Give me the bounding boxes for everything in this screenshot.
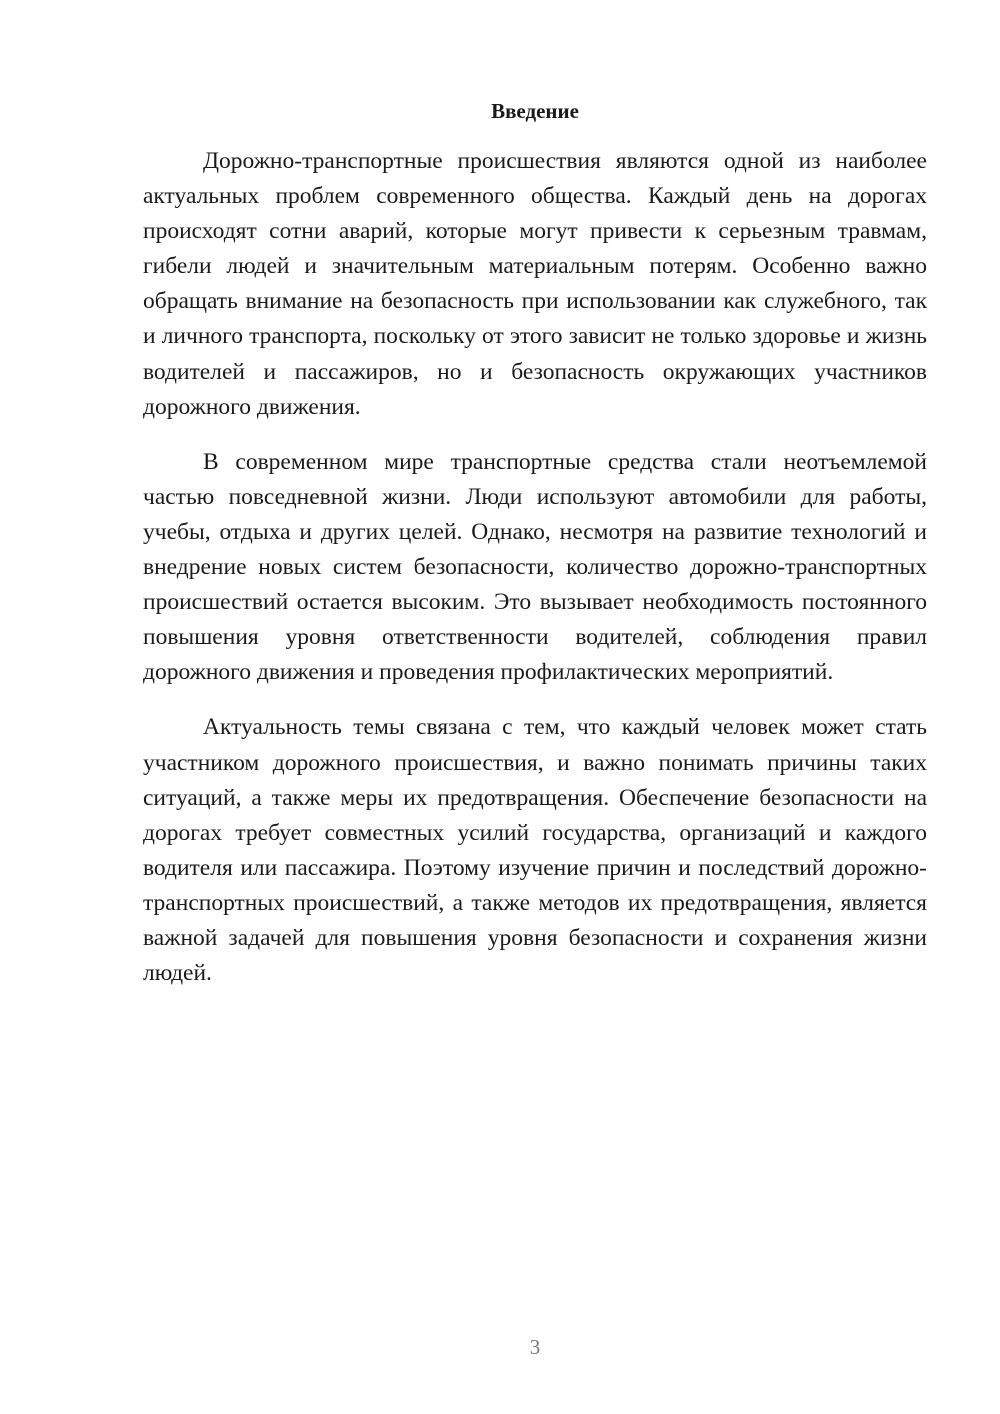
paragraph-1: Дорожно-транспортные происшествия являются одной из наиболее актуальных проблем современного общества. Каждый день на дорогах происходят сотни аварий, которые могут привести к серьезным травмам, гибели людей и значительным материальным потерям. Особенно важно обращать внимание на безопасность при использовании как служебного, так и личного транспорта, поскольку от этого зависит не только здоровье и жизнь водителей и пассажиров, но и безопасность окружающих участников дорожного движения. bbox=[143, 148, 927, 420]
paragraph-3: Актуальность темы связана с тем, что каждый человек может стать участником дорожного происшествия, и важно понимать причины таких ситуаций, а также меры их предотвращения. Обеспечение безопасности на дорогах требует совместных усилий государства, организаций и каждого водителя или пассажира. Поэтому изучение причин и последствий дорожно-транспортных происшествий, а также методов их предотвращения, является важной задачей для повышения уровня безопасности и сохранения жизни людей. bbox=[143, 714, 927, 987]
paragraph-2: В современном мире транспортные средства стали неотъемлемой частью повседневной жизни. Люди используют автомобили для работы, учебы, отдыха и других целей. Однако, несмотря на развитие технологий и внедрение новых систем безопасности, количество дорожно-транспортных происшествий остается высоким. Это вызывает необходимость постоянного повышения уровня ответственности водителей, соблюдения правил дорожного движения и проведения профилактических мероприятий. bbox=[143, 448, 927, 686]
page-number: 3 bbox=[529, 1335, 541, 1359]
section-heading: Введение bbox=[491, 99, 579, 123]
body-text bbox=[143, 144, 927, 1011]
